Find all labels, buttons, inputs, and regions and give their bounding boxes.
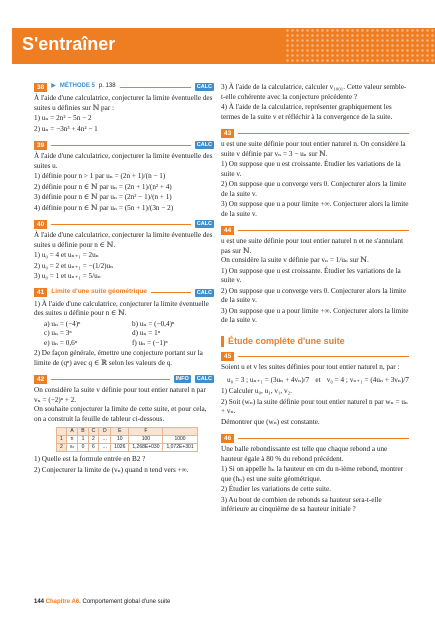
exercise-number: 42 (34, 375, 47, 384)
question: 4) définie pour n ∈ ℕ par uₙ = (5n + 1)/(3n − 2) (34, 203, 174, 212)
col-header (57, 428, 67, 436)
exercise-number: 38 (34, 83, 47, 92)
sub-question: b) uₙ = (−0,4)ⁿ (132, 319, 175, 328)
info-badge: INFO (175, 376, 189, 382)
divider (238, 438, 409, 439)
exercise-intro: Soient u et v les suites définies pour tout entier naturel n, par : (221, 363, 400, 372)
divider (151, 292, 191, 293)
col-header: E (111, 428, 129, 436)
question: 2) Étudier les variations de cette suite. (221, 485, 331, 494)
header-dot-pattern (285, 28, 435, 64)
page-number: 144 (34, 599, 45, 605)
exercise-number: 41 (34, 288, 47, 297)
table-cell: vₙ (66, 444, 78, 452)
exercise-44 (221, 225, 409, 326)
exercise-intro: On considère la suite v définie par vₙ = 1/uₙ sur ℕ. (221, 256, 369, 264)
system-u: u₀ = 3 ; uₙ₊₁ = (3uₙ + 4vₙ)/7 (227, 375, 310, 384)
calc-badge: CALC (196, 221, 212, 227)
exercise-41 (34, 288, 214, 369)
question: 3) définie pour n ∈ ℕ par uₙ = (2n² − 1)/(n + 1) (34, 193, 172, 201)
col-header: A (66, 428, 78, 436)
sub-question: e) uₙ = 0,6ⁿ (44, 338, 77, 347)
exercise-intro: On souhaite conjecturer la limite de cette suite, et pour cela, on a construit la feuille de tableur ci-dessous. (34, 405, 207, 423)
spreadsheet-table (56, 427, 198, 452)
system-v: v₀ = 4 ; vₙ₊₁ = (4uₙ + 3vₙ)/7 (326, 375, 409, 384)
col-header: F (129, 428, 163, 436)
exercise-38 (34, 82, 214, 134)
divider (238, 230, 409, 231)
equation-system (227, 376, 409, 386)
exercise-title: Limite d'une suite géométrique (51, 288, 148, 296)
question: 3) À l'aide de la calculatrice, calculer v₁₀₀₁. Cette valeur semble-t-elle cohérente avec la conjecture précédente ? (221, 83, 407, 101)
page-footer (34, 599, 170, 607)
question: 3) Au bout de combien de rebonds sa hauteur sera-t-elle inférieure au cinquième de sa hauteur initiale ? (221, 495, 382, 514)
exercise-39 (34, 140, 214, 213)
exercise-43 (221, 128, 409, 219)
question: 1) Quelle est la formule entrée en B2 ? (34, 455, 146, 463)
table-cell: 2 (88, 436, 99, 444)
calc-badge: CALC (196, 84, 212, 90)
question: 1) uₙ = 2n² − 5n − 2 (34, 114, 92, 122)
exercise-number: 40 (34, 220, 47, 229)
exercise-intro: À l'aide d'une calculatrice, conjecturer la limite éventuelle des suites u définies sur ℕ par : (34, 94, 213, 112)
question: Démontrer que (wₙ) est constante. (221, 417, 320, 426)
chapter-label: Chapitre A6. (45, 599, 81, 605)
question: 3) On suppose que u a pour limite +∞. Conjecturer alors la limite de la suite v. (221, 306, 409, 324)
col-header (163, 428, 197, 436)
calc-badge: CALC (196, 376, 212, 382)
divider (51, 145, 190, 146)
table-cell: 1 (78, 436, 88, 444)
calc-badge: CALC (196, 142, 212, 148)
question: 2) Soit (wₙ) la suite définie pour tout entier naturel n par wₙ = uₙ + vₙ. (221, 397, 409, 416)
table-cell: 6 (88, 444, 99, 452)
table-row (57, 444, 198, 452)
sub-question: a) uₙ = (−4)ⁿ (44, 319, 81, 328)
page-ref: p. 138 (98, 83, 116, 90)
question: 1) Calculer u₀, u₁, v₁, v₂. (221, 387, 292, 396)
row-header: 1 (57, 436, 67, 444)
exercise-42-continued (221, 83, 409, 122)
question: 1) On suppose que u est croissante. Étudier les variations de la suite v. (221, 266, 401, 284)
sub-questions (44, 320, 214, 349)
col-header: B (78, 428, 88, 436)
methode-link[interactable]: MÉTHODE 5 (59, 83, 95, 90)
page-header (12, 28, 435, 64)
table-cell: n (66, 436, 78, 444)
divider (238, 356, 409, 357)
exercise-number: 44 (221, 226, 234, 235)
divider (51, 224, 190, 225)
page-title: S'entraîner (22, 34, 116, 54)
question: 2) u₀ = 2 et uₙ₊₁ = −(1/2)uₙ (34, 261, 114, 270)
row-header: 2 (57, 444, 67, 452)
sub-question: d) uₙ = 1ⁿ (132, 329, 160, 337)
question: 3) On suppose que u a pour limite +∞. Conjecturer alors la limite de la suite v. (221, 200, 409, 218)
arrow-icon: ▶ (51, 83, 56, 90)
table-cell: 0 (78, 444, 88, 452)
question: 2) De façon générale, émettre une conjecture portant sur la limite de (qⁿ) avec q ∈ ℝ selon les valeurs de q. (34, 349, 203, 367)
question: 2) On suppose que u converge vers 0. Conjecturer alors la limite de la suite v. (221, 286, 407, 304)
table-cell: 1,072E+301 (163, 444, 197, 452)
question: 2) On suppose que u converge vers 0. Conjecturer alors la limite de la suite v. (221, 180, 407, 198)
question: 1) définie pour n > 1 par uₙ = (2n + 1)/(n − 1) (34, 172, 166, 180)
question: 2) Conjecturer la limite de (vₙ) quand n tend vers +∞. (34, 465, 189, 474)
right-column (221, 82, 409, 521)
table-row (57, 436, 198, 444)
exercise-number: 45 (221, 352, 234, 361)
question: 1) u₀ = 4 et uₙ₊₁ = 2uₙ (34, 251, 99, 259)
table-cell: 1,268E+030 (129, 444, 163, 452)
question: 4) À l'aide de la calculatrice, représenter graphiquement les termes de la suite v et réfléchir à la convergence de la suite. (221, 103, 393, 121)
left-column (34, 82, 214, 481)
exercise-intro: À l'aide d'une calculatrice, conjecturer la limite éventuelle des suites u. (34, 152, 213, 170)
question: 1) On suppose que u est croissante. Étudier les variations de la suite v. (221, 160, 401, 178)
table-cell: 10 (111, 436, 129, 444)
exercise-intro: u est une suite définie pour tout entier naturel n. On considère la suite v définie par vₙ = 3 − uₙ sur ℕ. (221, 140, 406, 158)
exercise-45 (221, 351, 409, 427)
divider (238, 133, 409, 134)
divider (120, 87, 191, 88)
table-cell: 1026 (111, 444, 129, 452)
connector-et: et (315, 375, 321, 384)
sub-question: f) uₙ = (−1)ⁿ (132, 338, 168, 347)
calc-badge: CALC (196, 289, 212, 296)
question: 1) Si on appelle hₙ la hauteur en cm du n-ième rebond, montrer que (hₙ) est une suite géométrique. (221, 465, 404, 483)
table-cell: … (99, 436, 111, 444)
table-cell: 100 (129, 436, 163, 444)
question: 2) uₙ = −3n³ + 4n² − 1 (34, 124, 98, 133)
chapter-title: Comportement global d'une suite (82, 599, 171, 605)
col-header: D (99, 428, 111, 436)
exercise-40 (34, 219, 214, 282)
section-title: Étude complète d'une suite (221, 336, 409, 348)
exercise-46 (221, 433, 409, 515)
question: 1) À l'aide d'une calculatrice, conjecturer la limite éventuelle des suites u définie pour n ∈ ℕ. (34, 299, 209, 317)
exercise-number: 39 (34, 141, 47, 150)
exercise-intro: On considère la suite v définie pour tout entier naturel n par vₙ = (−2)ⁿ + 2. (34, 386, 206, 404)
exercise-number: 46 (221, 434, 234, 443)
exercise-intro: u est une suite définie pour tout entier naturel n et ne s'annulant pas sur ℕ. (221, 237, 404, 255)
question: 2) définie pour n ∈ ℕ par uₙ = (2n + 1)/(n² + 4) (34, 182, 172, 191)
exercise-intro: À l'aide d'une calculatrice, conjecturer la limite éventuelle des suites u définie pour n ∈ ℕ. (34, 231, 213, 249)
col-header: C (88, 428, 99, 436)
table-cell: … (99, 444, 111, 452)
divider (51, 379, 169, 380)
table-cell: 1000 (163, 436, 197, 444)
question: 3) u₀ = 1 et uₙ₊₁ = 5/uₙ (34, 272, 101, 280)
exercise-intro: Une balle rebondissante est telle que chaque rebond a une hauteur égale à 80 % du rebond précédent. (221, 445, 388, 463)
sub-question: c) uₙ = 3ⁿ (44, 329, 72, 337)
exercise-number: 43 (221, 129, 234, 138)
exercise-42 (34, 374, 214, 475)
